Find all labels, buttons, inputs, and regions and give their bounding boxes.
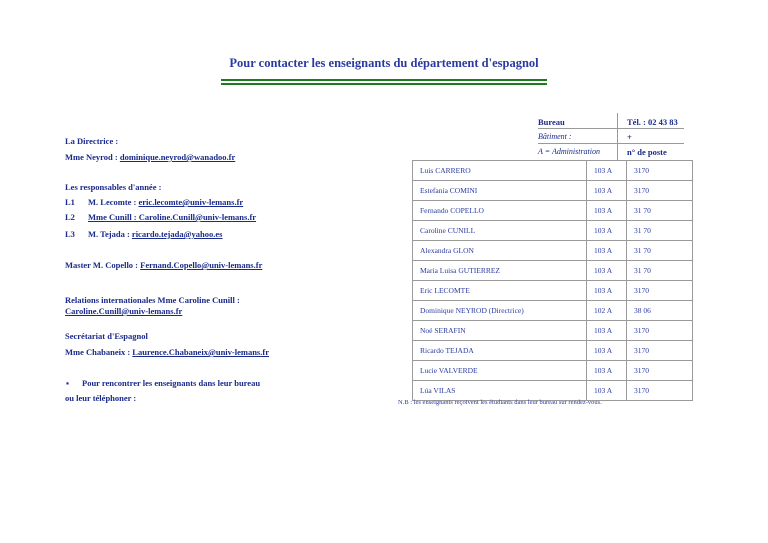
- table-row: [413, 241, 693, 261]
- master-line: [65, 260, 262, 270]
- staff-extension: 31 70: [627, 221, 693, 241]
- secretariat-email-link[interactable]: Laurence.Chabaneix@univ-lemans.fr: [132, 347, 269, 357]
- staff-name: Caroline CUNILL: [413, 221, 587, 241]
- l1-name: M. Lecomte :: [88, 197, 139, 207]
- rencontrer-line-1: Pour rencontrer les enseignants dans leur bureau: [82, 378, 261, 388]
- header-tel: Tél. : 02 43 83: [627, 117, 678, 127]
- staff-office: 103 A: [587, 241, 627, 261]
- rencontrer-line-2: ou leur téléphoner :: [65, 393, 137, 403]
- staff-office: 102 A: [587, 301, 627, 321]
- header-divider-2: [538, 143, 684, 144]
- title-rule-bottom: [221, 83, 547, 85]
- l2-code: L2: [65, 212, 75, 222]
- staff-name: Noé SERAFIN: [413, 321, 587, 341]
- directrice-email-link[interactable]: dominique.neyrod@wanadoo.fr: [119, 152, 236, 162]
- staff-office: 103 A: [587, 361, 627, 381]
- staff-table: [412, 160, 693, 401]
- table-row: [413, 301, 693, 321]
- table-row: [413, 321, 693, 341]
- staff-extension: 3170: [627, 281, 693, 301]
- staff-office: 103 A: [587, 221, 627, 241]
- staff-name: Fernando COPELLO: [413, 201, 587, 221]
- header-plus: +: [627, 132, 632, 142]
- staff-extension: 3170: [627, 181, 693, 201]
- header-vertical-divider: [617, 113, 618, 160]
- secretariat-name: Mme Chabaneix :: [65, 347, 133, 357]
- staff-extension: 3170: [627, 361, 693, 381]
- staff-office: 103 A: [587, 181, 627, 201]
- staff-office: 103 A: [587, 161, 627, 181]
- staff-name: Lucie VALVERDE: [413, 361, 587, 381]
- ri-label: Relations internationales Mme Caroline Cunill :: [65, 295, 240, 305]
- staff-name: Ricardo TEJADA: [413, 341, 587, 361]
- l1-line: [88, 197, 243, 207]
- responsables-label: Les responsables d'année :: [65, 182, 162, 192]
- table-row: [413, 161, 693, 181]
- staff-name: Alexandra GLON: [413, 241, 587, 261]
- l3-email-link[interactable]: ricardo.tejada@yahoo.es: [131, 229, 223, 239]
- table-row: [413, 261, 693, 281]
- master-email-link[interactable]: Fernand.Copello@univ-lemans.fr: [140, 260, 263, 270]
- l2-email-link[interactable]: Mme Cunill : Caroline.Cunill@univ-lemans.fr: [88, 212, 257, 222]
- staff-name: Estefania COMINI: [413, 181, 587, 201]
- staff-extension: 3170: [627, 161, 693, 181]
- ri-email-link[interactable]: Caroline.Cunill@univ-lemans.fr: [65, 306, 183, 316]
- l3-name: M. Tejada :: [88, 229, 132, 239]
- table-row: [413, 201, 693, 221]
- header-administration: A = Administration: [538, 147, 600, 156]
- l1-code: L1: [65, 197, 75, 207]
- staff-office: 103 A: [587, 201, 627, 221]
- staff-name: Maria Luisa GUTIERREZ: [413, 261, 587, 281]
- footnote: N.B : les enseignants reçoivent les étudiants dans leur bureau sur rendez-vous.: [398, 399, 602, 406]
- directrice-label: La Directrice :: [65, 136, 119, 146]
- staff-extension: 3170: [627, 341, 693, 361]
- staff-extension: 31 70: [627, 241, 693, 261]
- directrice-name: Mme Neyrod :: [65, 152, 120, 162]
- secretariat-label: Secrétariat d'Espagnol: [65, 331, 148, 341]
- l1-email-link[interactable]: eric.lecomte@univ-lemans.fr: [138, 197, 244, 207]
- header-divider-1: [538, 128, 684, 129]
- table-row: [413, 181, 693, 201]
- table-row: [413, 341, 693, 361]
- l3-code: L3: [65, 229, 75, 239]
- staff-name: Luis CARRERO: [413, 161, 587, 181]
- staff-office: 103 A: [587, 321, 627, 341]
- table-row: [413, 361, 693, 381]
- header-batiment: Bâtiment :: [538, 132, 572, 141]
- header-bureau: Bureau: [538, 117, 565, 127]
- bullet-icon: ▪: [66, 378, 70, 388]
- staff-extension: 3170: [627, 321, 693, 341]
- table-row: [413, 221, 693, 241]
- staff-name: Eric LECOMTE: [413, 281, 587, 301]
- staff-extension: 38 06: [627, 301, 693, 321]
- staff-table-body: [413, 161, 693, 401]
- staff-extension: 3170: [627, 381, 693, 401]
- page-title: Pour contacter les enseignants du département d'espagnol: [229, 56, 539, 70]
- staff-office: 103 A: [587, 341, 627, 361]
- table-row: [413, 281, 693, 301]
- header-poste: n° de poste: [627, 147, 667, 157]
- staff-office: 103 A: [587, 381, 627, 401]
- directrice-line: [65, 152, 235, 162]
- l3-line: [88, 229, 222, 239]
- staff-name: Dominique NEYROD (Directrice): [413, 301, 587, 321]
- master-name: Master M. Copello :: [65, 260, 141, 270]
- staff-extension: 31 70: [627, 261, 693, 281]
- table-row: [413, 381, 693, 401]
- secretariat-line: [65, 347, 269, 357]
- staff-office: 103 A: [587, 261, 627, 281]
- staff-office: 103 A: [587, 281, 627, 301]
- staff-extension: 31 70: [627, 201, 693, 221]
- title-rule-top: [221, 79, 547, 81]
- staff-name: Lúa VILAS: [413, 381, 587, 401]
